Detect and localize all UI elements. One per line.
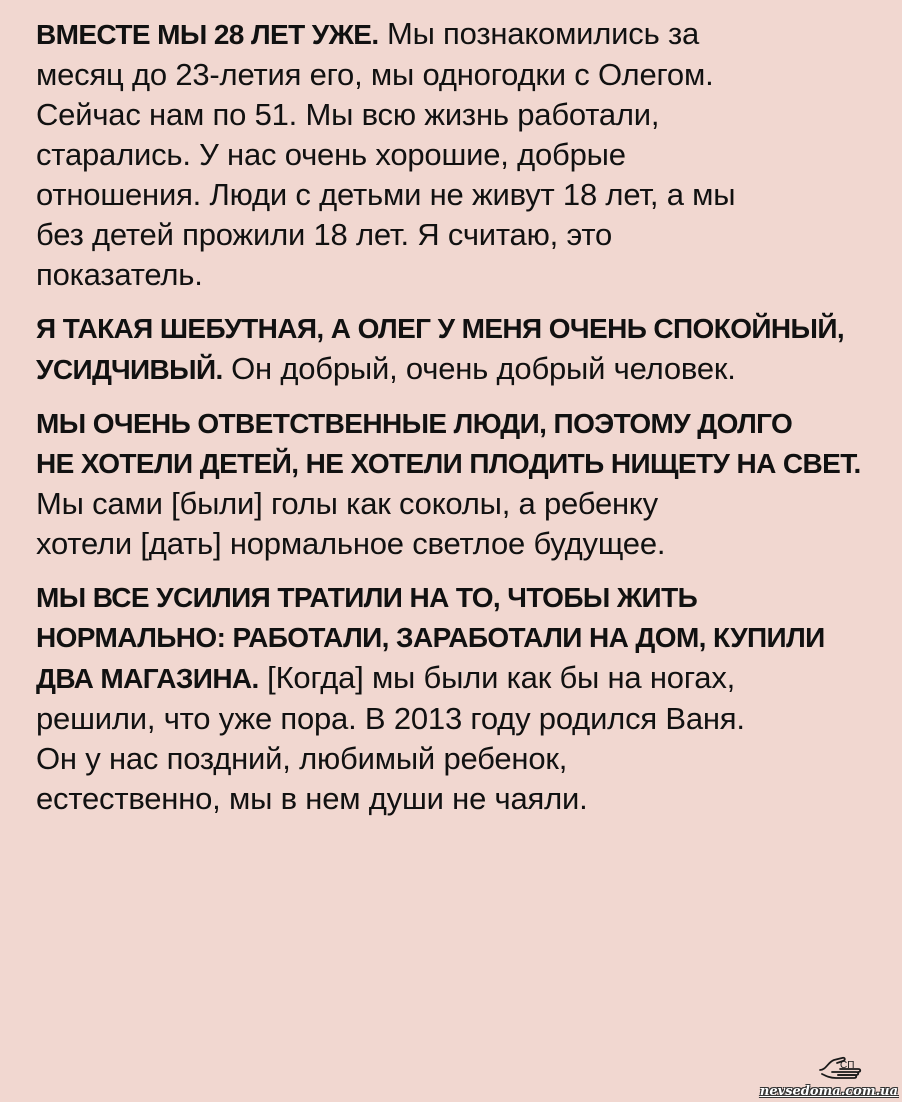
logo-text: СП bbox=[840, 1060, 855, 1071]
text-line: хотели [дать] нормальное светлое будущее. bbox=[36, 526, 666, 561]
text-line: Он у нас поздний, любимый ребенок, bbox=[36, 741, 568, 776]
lead-phrase: МЫ ОЧЕНЬ ОТВЕТСТВЕННЫЕ ЛЮДИ, ПОЭТОМУ ДОЛГО bbox=[36, 408, 793, 439]
lead-phrase: НОРМАЛЬНО: РАБОТАЛИ, ЗАРАБОТАЛИ НА ДОМ, КУПИЛИ bbox=[36, 622, 825, 653]
paragraph-4 bbox=[36, 578, 866, 819]
paragraph-3 bbox=[36, 404, 866, 564]
text-line bbox=[36, 14, 866, 55]
article-body bbox=[36, 14, 866, 819]
text-line bbox=[36, 349, 866, 390]
text-line: Сейчас нам по 51. Мы всю жизнь работали, bbox=[36, 97, 660, 132]
text-line: естественно, мы в нем души не чаяли. bbox=[36, 781, 588, 816]
lead-phrase: Я ТАКАЯ ШЕБУТНАЯ, А ОЛЕГ У МЕНЯ ОЧЕНЬ СПОКОЙНЫЙ, bbox=[36, 313, 845, 344]
line-text: [Когда] мы были как бы на ногах, bbox=[258, 660, 736, 695]
text-line bbox=[36, 658, 866, 699]
text-line: отношения. Люди с детьми не живут 18 лет, а мы bbox=[36, 177, 736, 212]
publisher-logo bbox=[818, 1050, 864, 1082]
lead-phrase: МЫ ВСЕ УСИЛИЯ ТРАТИЛИ НА ТО, ЧТОБЫ ЖИТЬ bbox=[36, 582, 698, 613]
text-line: месяц до 23-летия его, мы одногодки с Олегом. bbox=[36, 57, 714, 92]
text-line: старались. У нас очень хорошие, добрые bbox=[36, 137, 626, 172]
text-line: без детей прожили 18 лет. Я считаю, это bbox=[36, 217, 613, 252]
hand-icon bbox=[818, 1050, 864, 1082]
text-line: Мы сами [были] голы как соколы, а ребенку bbox=[36, 486, 658, 521]
lead-phrase: ДВА МАГАЗИНА. bbox=[36, 663, 259, 694]
lead-phrase: УСИДЧИВЫЙ. bbox=[36, 354, 223, 385]
paragraph-2 bbox=[36, 309, 866, 390]
line-text: Мы познакомились за bbox=[378, 16, 700, 51]
paragraph-1 bbox=[36, 14, 866, 295]
line-text: Он добрый, очень добрый человек. bbox=[222, 351, 736, 386]
site-watermark: nevsedoma.com.ua bbox=[759, 1084, 898, 1099]
text-line: показатель. bbox=[36, 257, 203, 292]
lead-phrase: ВМЕСТЕ МЫ 28 ЛЕТ УЖЕ. bbox=[36, 19, 379, 50]
text-line: решили, что уже пора. В 2013 году родился Ваня. bbox=[36, 701, 745, 736]
lead-phrase: НЕ ХОТЕЛИ ДЕТЕЙ, НЕ ХОТЕЛИ ПЛОДИТЬ НИЩЕТУ НА СВЕТ. bbox=[36, 448, 861, 479]
